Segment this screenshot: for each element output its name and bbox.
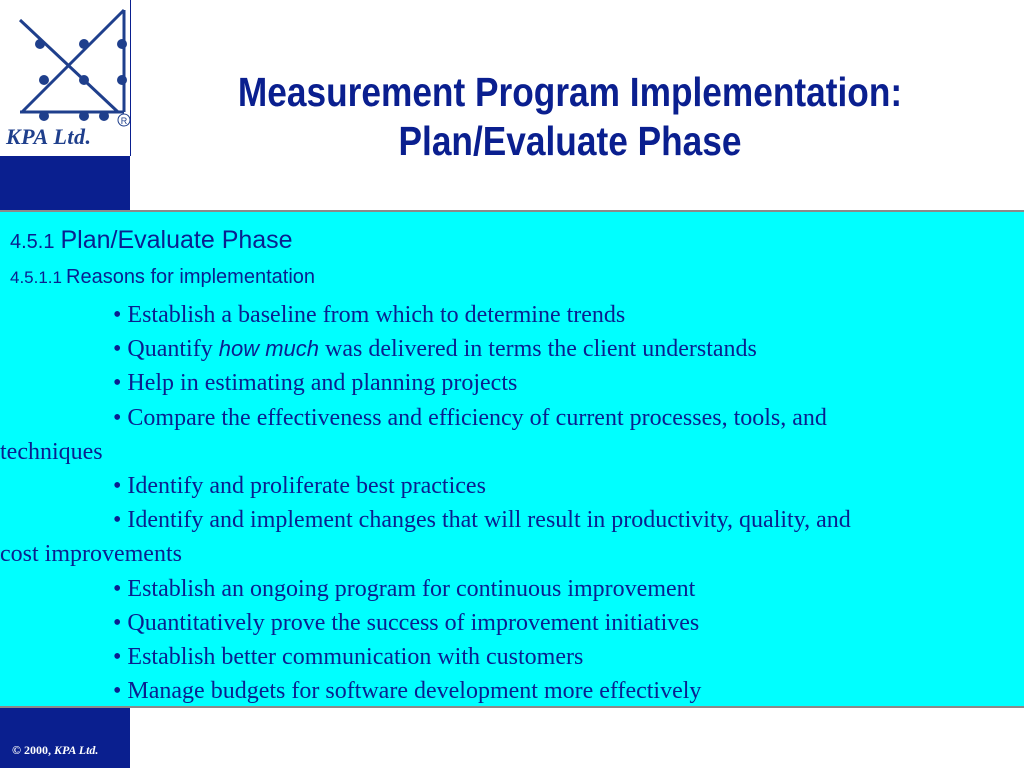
subsection-title: Reasons for implementation xyxy=(66,266,316,288)
bullet-item: • Quantify how much was delivered in terms the client understands xyxy=(113,336,757,363)
company-name: KPA Ltd. xyxy=(53,743,99,757)
bullet-text: Establish an ongoing program for continuous improvement xyxy=(127,575,696,602)
kpa-logo xyxy=(0,0,131,156)
bullet-item: • Establish better communication with customers xyxy=(113,644,584,671)
logo-text: KPA Ltd. xyxy=(6,124,92,149)
bullet-emphasis: how much xyxy=(218,336,319,362)
content-panel xyxy=(0,210,1024,708)
bullet-item: • Compare the effectiveness and efficiency of current processes, tools, and techniques xyxy=(113,401,1003,469)
footer-copyright xyxy=(12,743,98,758)
bullet-item: • Manage budgets for software development more effectively xyxy=(113,678,702,705)
bullet-item: • Help in estimating and planning projects xyxy=(113,370,518,397)
page-title xyxy=(200,68,940,166)
bullet-text-continued: techniques xyxy=(0,438,103,465)
bullet-text: was delivered in terms the client understands xyxy=(319,336,757,363)
bullet-item: • Quantitatively prove the success of improvement initiatives xyxy=(113,609,700,636)
bullet-list xyxy=(0,298,1003,708)
bullet-text: Manage budgets for software development more effectively xyxy=(127,678,702,705)
bullet-item: • Establish an ongoing program for continuous improvement xyxy=(113,575,696,602)
subsection-heading xyxy=(10,266,315,289)
bullet-item: • Identify and implement changes that will result in productivity, quality, and cost improvements xyxy=(113,503,1003,571)
bullet-text: Identify and proliferate best practices xyxy=(127,473,486,500)
section-title: Plan/Evaluate Phase xyxy=(60,226,293,254)
bullet-item: • Identify and proliferate best practices xyxy=(113,473,486,500)
title-line-2: Plan/Evaluate Phase xyxy=(398,118,742,164)
subsection-number: 4.5.1.1 xyxy=(10,268,62,287)
bullet-item: • Establish a baseline from which to determine trends xyxy=(113,302,626,328)
bullet-text: Identify and implement changes that will result in productivity, quality, and xyxy=(127,507,851,534)
bullet-text-continued: cost improvements xyxy=(0,541,182,568)
bullet-text: Establish better communication with customers xyxy=(127,644,584,671)
bullet-text: Establish a baseline from which to determine trends xyxy=(127,302,626,328)
bullet-text: Quantify xyxy=(127,336,219,363)
bullet-text: Quantitatively prove the success of improvement initiatives xyxy=(127,609,700,636)
section-heading xyxy=(10,226,293,255)
copyright-text: © 2000, xyxy=(12,743,51,757)
section-number: 4.5.1 xyxy=(10,231,55,253)
bullet-text: Help in estimating and planning projects xyxy=(127,370,518,397)
trademark-mark: R xyxy=(120,116,128,126)
title-line-1: Measurement Program Implementation: xyxy=(237,69,903,115)
bullet-text: Compare the effectiveness and efficiency of current processes, tools, and xyxy=(127,404,827,431)
